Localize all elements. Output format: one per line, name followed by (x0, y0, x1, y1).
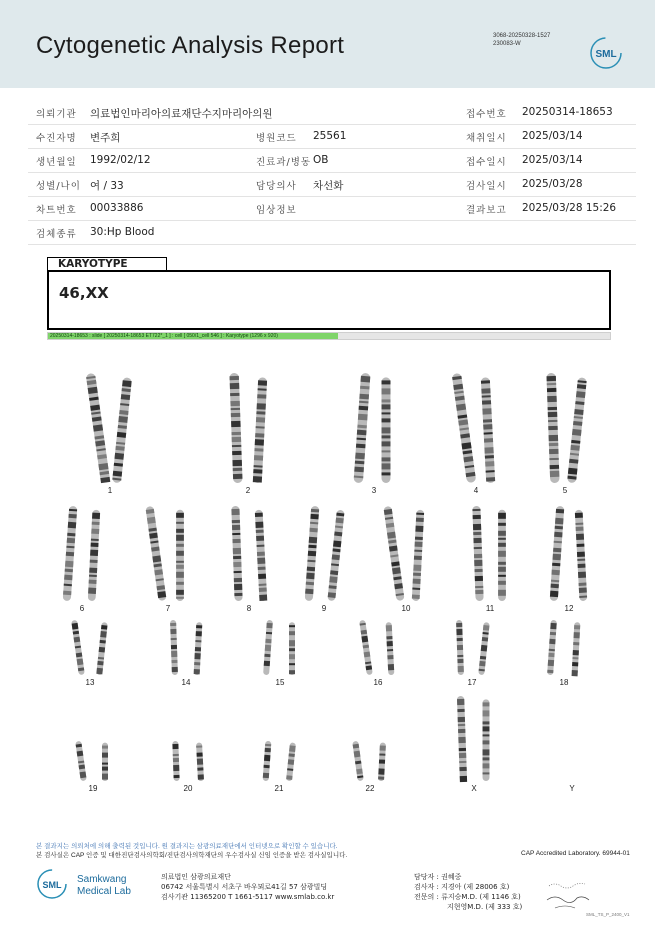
chromosome-image (263, 620, 273, 675)
chromosome-label: 4 (473, 486, 479, 495)
chromosome-image (305, 506, 320, 601)
disclaimer-2: 본 검사실은 CAP 인증 및 대한진단검사의학회/진단검사의학재단의 우수검사실 신임 인증을 받은 검사실입니다. (36, 852, 348, 859)
chromosome-image (176, 510, 184, 601)
slide-info-bar (47, 332, 611, 340)
chromosome-label: 8 (246, 604, 252, 613)
info-label: 성별/나이 (36, 181, 81, 192)
info-label: 채취일시 (466, 133, 507, 144)
chromosome-image (383, 506, 404, 601)
info-label: 검체종류 (36, 229, 77, 240)
info-value: 00033886 (90, 202, 144, 214)
chromosome-image (353, 373, 370, 483)
chromosome-label: 14 (181, 678, 191, 687)
sml-logo-text: SML (595, 49, 617, 60)
chromosome-label: 5 (562, 486, 568, 495)
chromosome-image (359, 620, 373, 675)
karyotype-result-box (47, 270, 611, 330)
chromosome-label: 10 (401, 604, 411, 613)
info-value: 차선화 (313, 180, 344, 192)
chromosome-image (194, 622, 203, 675)
address-line-2: 06742 서울특별시 서초구 바우뫼로41길 57 삼광빌딩 (161, 883, 328, 891)
chromosome-image (378, 742, 386, 781)
chromosome-label: Y (569, 784, 575, 793)
info-value: 여 / 33 (90, 180, 124, 192)
staff-line-4: 지현영M.D. (제 333 호) (447, 903, 523, 911)
info-label: 담당의사 (256, 181, 297, 192)
samkwang-logo (36, 868, 68, 900)
info-value: 2025/03/14 (522, 130, 583, 142)
chromosome-image (96, 622, 107, 675)
chromosome-label: 21 (274, 784, 284, 793)
karyotype-tab: KARYOTYPE (47, 257, 167, 270)
info-value: OB (313, 154, 329, 166)
info-label: 수진자명 (36, 133, 77, 144)
disclaimer-1: 본 결과지는 의뢰처에 의해 출력된 것입니다. 원 결과지는 삼광의료재단에서 인터넷으로 확인할 수 있습니다. (36, 843, 338, 850)
signature-image (545, 878, 595, 914)
chromosome-image (382, 377, 391, 483)
info-value: 2025/03/28 15:26 (522, 202, 617, 214)
info-label: 임상정보 (256, 205, 297, 216)
info-label: 병원코드 (256, 133, 297, 144)
chromosome-image (255, 510, 268, 601)
company-address (161, 872, 334, 902)
info-value: 의료법인마리아의료재단수지마리아의원 (90, 108, 273, 120)
chromosome-image (63, 506, 78, 601)
address-line-3: 검사기관 11365200 T 1661-5117 www.smlab.co.kr (161, 893, 335, 901)
patient-info-table (28, 101, 636, 245)
info-value: 2025/03/28 (522, 178, 583, 190)
info-row (28, 149, 636, 173)
info-row (28, 221, 636, 245)
chromosome-image (75, 741, 87, 781)
chromosome-image (170, 620, 178, 675)
info-label: 생년월일 (36, 157, 77, 168)
chromosome-image (286, 742, 296, 781)
chromosome-label: 3 (371, 486, 377, 495)
chromosome-image (231, 506, 242, 601)
chromosome-image (483, 699, 490, 781)
chromosome-label: 22 (365, 784, 375, 793)
chromosome-label: 13 (85, 678, 95, 687)
staff-line-1: 담당자 : 권혜중 (414, 873, 462, 881)
chromosome-image (289, 622, 295, 675)
company-name-line1: Samkwang (77, 874, 127, 885)
report-code (493, 32, 550, 48)
chromosome-image (145, 506, 166, 601)
chromosome-label: 15 (275, 678, 285, 687)
chromosome-label: 11 (485, 604, 495, 613)
info-row (28, 101, 636, 125)
address-line-1: 의료법인 삼광의료재단 (161, 873, 231, 881)
report-title: Cytogenetic Analysis Report (36, 32, 345, 59)
info-label: 차트번호 (36, 205, 77, 216)
info-value: 30:Hp Blood (90, 226, 155, 238)
info-label: 검사일시 (466, 181, 507, 192)
staff-list (414, 872, 522, 912)
chromosome-image (352, 741, 364, 781)
chromosome-image (498, 510, 506, 601)
staff-line-3: 전문의 : 류지승M.D. (제 1146 호) (414, 893, 521, 901)
chromosome-image (572, 622, 581, 676)
chromosome-image (550, 506, 565, 601)
chromosome-image (456, 620, 464, 675)
chromosome-image (472, 506, 483, 601)
info-label: 진료과/병동 (256, 157, 312, 168)
chromosome-label: 1 (107, 486, 113, 495)
info-value: 2025/03/14 (522, 154, 583, 166)
info-label: 접수번호 (466, 109, 507, 120)
info-value: 변주희 (90, 132, 121, 144)
info-value: 1992/02/12 (90, 154, 151, 166)
slide-info-text: 20250314-18653 : slide [ 20250314-18653 ET722*_1 ] : cell [ 050/1_cell 546 ] : Karyotype (1296 x 920) (48, 333, 338, 339)
report-header (0, 0, 655, 88)
chromosome-label: X (471, 784, 477, 793)
chromosome-image (478, 622, 489, 675)
chromosome-label: 18 (559, 678, 569, 687)
form-code: SML_TS_P_2400_V1 (586, 912, 630, 917)
chromosome-label: 2 (245, 486, 251, 495)
info-row (28, 197, 636, 221)
chromosome-image (71, 620, 85, 675)
chromosome-image (102, 743, 108, 781)
chromosome-image (253, 377, 267, 483)
info-label: 접수일시 (466, 157, 507, 168)
chromosome-image (457, 696, 467, 782)
samkwang-logo-text: SML (42, 880, 62, 890)
staff-line-2: 검사자 : 지경아 (제 28006 호) (414, 883, 510, 891)
chromosome-image (88, 510, 101, 601)
chromosome-label: 17 (467, 678, 477, 687)
info-label: 의뢰기관 (36, 109, 77, 120)
chromosome-image (575, 510, 588, 601)
company-name-line2: Medical Lab (77, 886, 131, 897)
chromosome-label: 12 (564, 604, 574, 613)
report-code-line2: 230083-W (493, 41, 521, 47)
chromosome-image (481, 377, 495, 483)
chromosome-label: 19 (88, 784, 98, 793)
chromosome-image (547, 620, 557, 675)
chromosome-image (546, 373, 559, 483)
sml-logo (589, 36, 623, 70)
chromosome-image (327, 510, 344, 602)
info-value: 20250314-18653 (522, 106, 613, 118)
chromosome-image (196, 742, 204, 781)
chromosome-image (172, 741, 179, 781)
info-value: 25561 (313, 130, 347, 142)
chromosome-image (263, 741, 272, 781)
chromosome-image (567, 377, 587, 483)
info-row (28, 125, 636, 149)
chromosome-image (452, 373, 477, 483)
chromosome-label: 7 (165, 604, 171, 613)
chromosome-image (386, 622, 395, 675)
info-label: 결과보고 (466, 205, 507, 216)
cap-accreditation: CAP Accredited Laboratory. 69944-01 (521, 850, 630, 857)
company-name (77, 874, 131, 898)
karyogram-image (0, 345, 655, 800)
report-code-line1: 3068-20250328-1527 (493, 33, 551, 39)
chromosome-label: 6 (79, 604, 85, 613)
chromosome-image (86, 373, 111, 483)
karyotype-result: 46,XX (59, 284, 109, 302)
chromosome-label: 20 (183, 784, 193, 793)
chromosome-image (412, 510, 425, 601)
chromosome-image (229, 373, 242, 483)
info-row (28, 173, 636, 197)
chromosome-label: 16 (373, 678, 383, 687)
chromosome-label: 9 (321, 604, 327, 613)
chromosome-image (112, 377, 132, 483)
